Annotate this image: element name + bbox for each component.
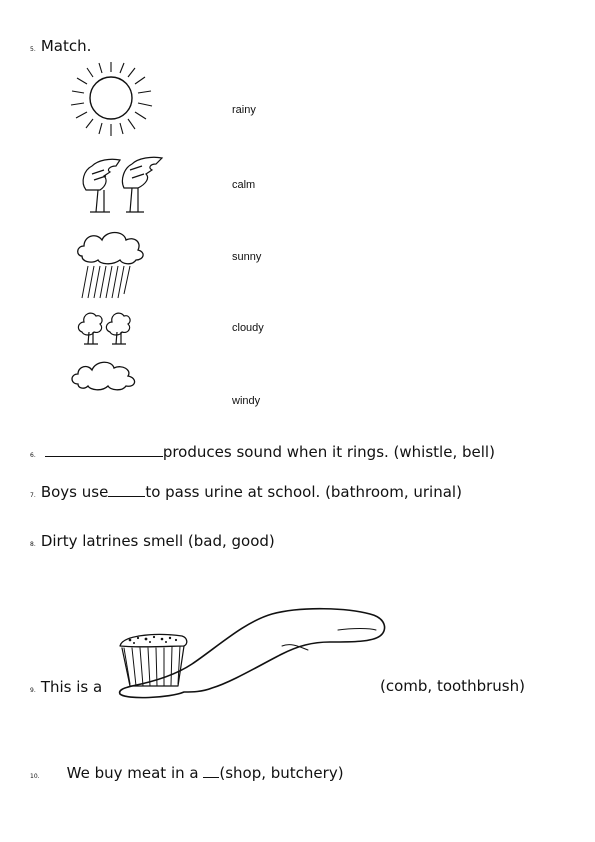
question-text-before: We buy meat in a	[66, 764, 204, 782]
answer-blank	[45, 456, 163, 457]
question-9-options: (comb, toothbrush)	[380, 677, 525, 695]
question-number: 8.	[30, 541, 36, 548]
toothbrush-icon	[112, 606, 388, 706]
match-word-sunny: sunny	[232, 251, 262, 263]
question-number: 9.	[30, 687, 36, 694]
question-text-before: Boys use	[40, 483, 109, 501]
match-word-calm: calm	[232, 179, 256, 191]
answer-blank	[108, 496, 145, 497]
sun-icon	[64, 60, 160, 140]
rain-cloud-icon	[72, 228, 150, 302]
question-8	[30, 531, 275, 550]
question-text-after: (shop, butchery)	[219, 764, 344, 782]
question-number: 6.	[30, 452, 36, 459]
calm-trees-icon	[76, 310, 134, 346]
question-9	[30, 677, 102, 696]
match-word-cloudy: cloudy	[232, 322, 264, 334]
question-text-before: This is a	[40, 678, 103, 696]
cloud-icon	[70, 360, 140, 392]
question-5	[30, 36, 91, 55]
match-word-rainy: rainy	[232, 104, 256, 116]
question-6	[30, 442, 495, 461]
question-7	[30, 482, 462, 501]
question-number: 7.	[30, 492, 36, 499]
question-text: Dirty latrines smell (bad, good)	[40, 532, 275, 550]
answer-blank	[203, 777, 219, 778]
question-text: Match.	[40, 37, 92, 55]
question-number: 5.	[30, 46, 36, 53]
question-10	[30, 763, 344, 782]
windy-trees-icon	[76, 150, 168, 218]
match-word-windy: windy	[232, 395, 261, 407]
question-text: produces sound when it rings. (whistle, bell)	[162, 443, 495, 461]
question-number: 10.	[30, 773, 40, 780]
question-text-after: to pass urine at school. (bathroom, urinal)	[145, 483, 462, 501]
